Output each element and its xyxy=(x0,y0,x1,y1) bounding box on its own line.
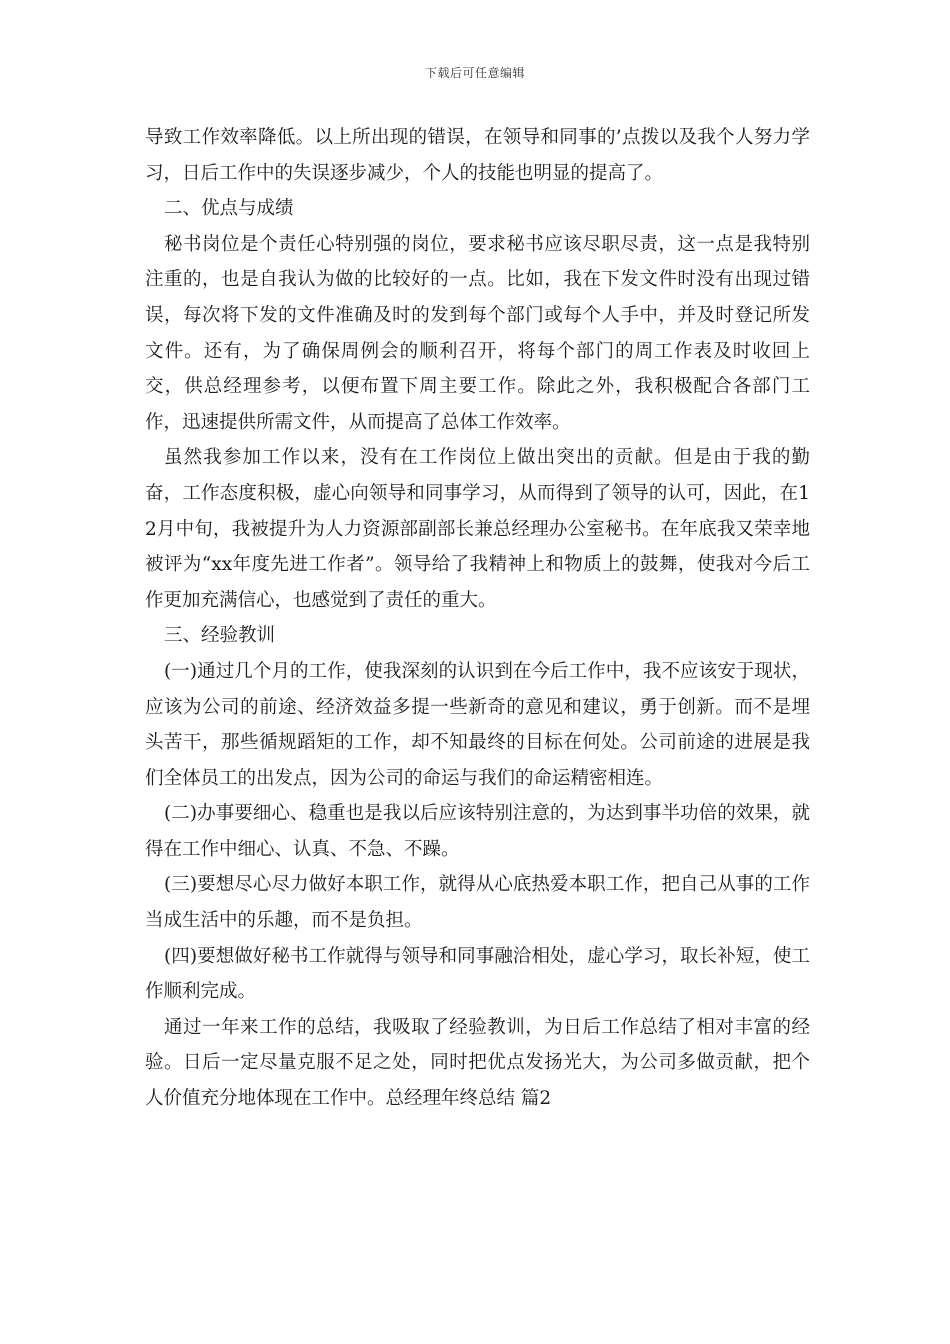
paragraph-lesson-4: (四)要想做好秘书工作就得与领导和同事融洽相处，虚心学习，取长补短，使工作顺利完成。 xyxy=(145,945,810,1003)
paragraph-lesson-2: (二)办事要细心、稳重也是我以后应该特别注意的，为达到事半功倍的效果，就得在工作中细心、认真、不急、不躁。 xyxy=(145,803,810,860)
section-heading-strengths: 二、优点与成绩 xyxy=(164,198,294,220)
page-header: 下载后可任意编辑 xyxy=(424,66,525,80)
paragraph-conclusion: 通过一年来工作的总结，我吸取了经验教训，为日后工作总结了相对丰富的经验。日后一定尽量克服不足之处，同时把优点发扬光大，为公司多做贡献，把个人价值充分地体现在工作中。总经理年终总结 篇2 xyxy=(145,1016,810,1110)
paragraph-continuation: 导致工作效率降低。以上所出现的错误，在领导和同事的’点拨以及我个人努力学习，日后工作中的失误逐步减少，个人的技能也明显的提高了。 xyxy=(145,127,810,184)
paragraph-lesson-1: (一)通过几个月的工作，使我深刻的认识到在今后工作中，我不应该安于现状，应该为公司的前途、经济效益多提一些新奇的意见和建议，勇于创新。而不是埋头苦干，那些循规蹈矩的工作，却不知最终的目标在何处。公司前途的进展是我们全体员工的出发点，因为公司的命运与我们的命运精密相连。 xyxy=(145,660,810,789)
paragraph-lesson-3: (三)要想尽心尽力做好本职工作，就得从心底热爱本职工作，把自己从事的工作当成生活中的乐趣，而不是负担。 xyxy=(145,874,810,932)
paragraph-secretary-duties: 秘书岗位是个责任心特别强的岗位，要求秘书应该尽职尽责，这一点是我特别注重的，也是自我认为做的比较好的一点。比如，我在下发文件时没有出现过错误，每次将下发的文件准确及时的发到每个部门或每个人手中，并及时登记所发文件。还有，为了确保周例会的顺利召开，将每个部门的周工作表及时收回上交，供总经理参考，以便布置下周主要工作。除此之外，我积极配合各部门工作，迅速提供所需文件，从而提高了总体工作效率。 xyxy=(145,233,810,433)
document-body xyxy=(145,120,810,1117)
paragraph-promotion: 虽然我参加工作以来，没有在工作岗位上做出突出的贡献。但是由于我的勤奋，工作态度积极，虚心向领导和同事学习，从而得到了领导的认可，因此，在12月中旬，我被提升为人力资源部副部长兼总经理办公室秘书。在年底我又荣幸地被评为“xx年度先进工作者”。领导给了我精神上和物质上的鼓舞，使我对今后工作更加充满信心，也感觉到了责任的重大。 xyxy=(145,447,810,611)
section-heading-lessons: 三、经验教训 xyxy=(164,625,276,647)
